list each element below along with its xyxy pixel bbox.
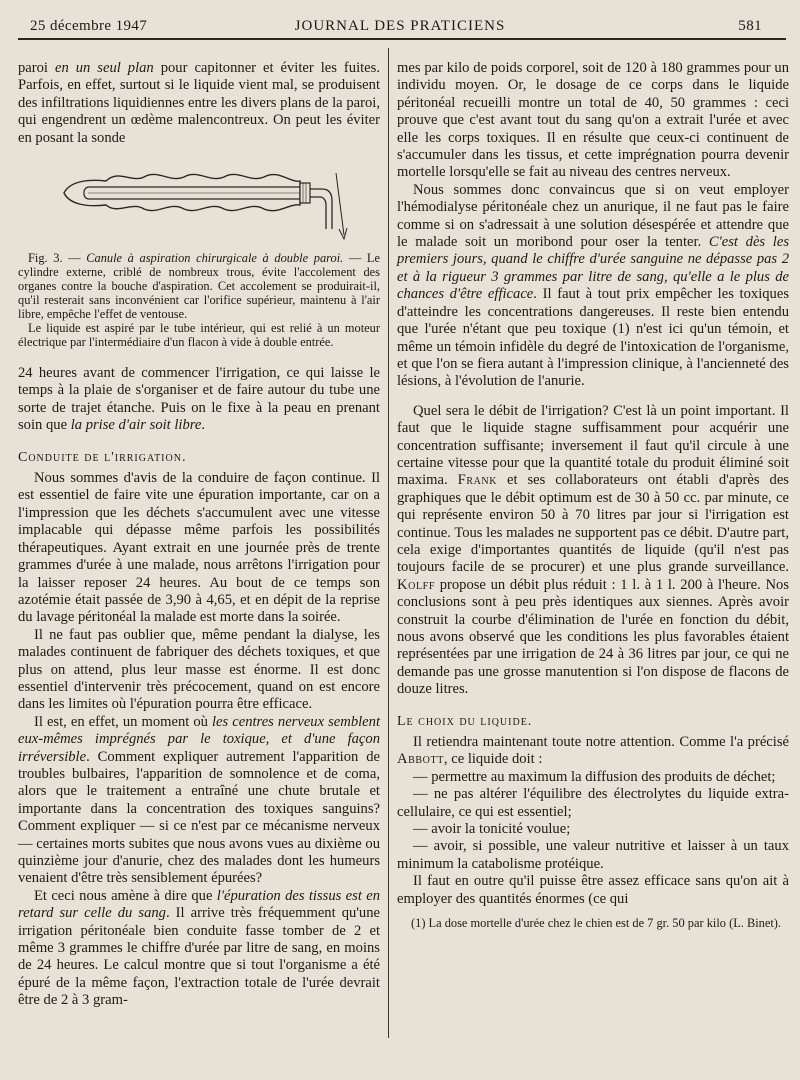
list-item: — ne pas altérer l'équilibre des électrolytes du liquide extra-cellulaire, ce qui est essentiel; [397, 786, 789, 820]
journal-title: JOURNAL DES PRATICIENS [294, 18, 506, 34]
list-item: — avoir, si possible, une valeur nutritive et laisser à un taux minimum la catabolisme protéique. [397, 838, 789, 872]
right-column [397, 60, 789, 930]
paragraph: Il faut en outre qu'il puisse être assez efficace sans qu'on ait à employer des quantités énormes (ce qui [397, 873, 789, 907]
section-heading: Conduite de l'irrigation. [18, 449, 187, 465]
author-name: Kolff [397, 576, 435, 593]
figure-cannula [18, 153, 380, 243]
paragraph: Nous sommes donc convaincus que si on veut employer l'hémodialyse péritonéale chez un anurique, il ne faut pas le faire comme si on s'adressait à une solution désespérée et attendre que le malade soit un moribond pour oser la tenter. C'est dès les premiers jours, quand le chiffre d'urée sanguine ne dépasse pas 2 et à la rigueur 3 grammes par litre de sang, qu'elle a le plus de chances d'être efficace. Il faut à tout prix empêcher les toxiques d'atteindre les concentrations dangereuses. Il reste bien entendu que l'urée n'étant que peu toxique (1) n'est ici qu'un témoin, et même un témoin infidèle du degré de l'intoxication de l'organisme, et que l'on se fiera autant à l'impression clinique, à l'ancienneté des lésions, à l'évolution de l'anurie. [397, 181, 790, 390]
cannula-illustration [18, 153, 380, 243]
paragraph: 24 heures avant de commencer l'irrigation, ce qui laisse le temps à la plaie de s'organiser et de faire autour du tube une sorte de trajet étanche. Puis on le fixe à la peau en prenant soin que la prise d'air soit libre. [18, 365, 380, 434]
issue-date: 25 décembre 1947 [30, 18, 148, 34]
caption-label: Fig. 3. — [28, 251, 81, 266]
section-heading: Le choix du liquide. [397, 713, 533, 729]
page-header [22, 14, 778, 40]
caption-title: Canule à aspiration chirurgicale à double paroi. [86, 251, 344, 266]
list-item: — avoir la tonicité voulue; [413, 821, 571, 838]
list-item: — permettre au maximum la diffusion des produits de déchet; [413, 768, 776, 785]
paragraph: Et ceci nous amène à dire que l'épuration des tissus est en retard sur celle du sang. Il arrive très fréquemment qu'une irrigation péritonéale bien conduite fasse tomber de 2 et même 3 grammes le chiffre d'urée par litre de sang, en moins de 24 heures. Le calcul montre que si tout l'organisme a été épuré de la même façon, l'extraction totale de l'urée devrait être de 2 à 3 gram- [18, 887, 381, 1009]
paragraph: mes par kilo de poids corporel, soit de 120 à 180 grammes pour un individu moyen. Or, le dosage de ce corps dans le liquide péritonéal recueilli montre un total de 40, 50 grammes : ceci prouve que c'est avant tout du sang qu'on a extrait l'urée et avec elle les corps toxiques. Il en résulte que ceux-ci continuent de s'accumuler dans les tissus, et cette imprégnation pourra devenir mortelle lorsqu'elle se fait au niveau des centres nerveux. [397, 60, 789, 181]
left-column [18, 60, 380, 1010]
paragraph: Il ne faut pas oublier que, même pendant la dialyse, les malades continuent de fabriquer des déchets toxiques, et que plus on attend, plus leur masse est énorme. Il est donc essentiel d'intervenir très précocement, quand on est encore dans les limites où l'épuration pourra être efficace. [18, 626, 380, 713]
caption-body: — Le cylindre externe, criblé de nombreux trous, évite l'accolement des organes contre la bouche d'aspiration. Cet accolement se produirait-il, qu'il resterait sans inconvénient car l'orifice supérieur, maintenu à l'air libre, empêche l'effet de ventouse. [18, 251, 380, 322]
paragraph: Quel sera le débit de l'irrigation? C'est là un point important. Il faut que le liquide stagne suffisamment pour acquérir une concentration suffisante; inversement il faut qu'il circule à une certaine vitesse pour que la quantité totale du produit éliminé soit maxima. Frank et ses collaborateurs ont établi d'après des graphiques que le débit optimum est de 30 à 50 cc. par minute, ce qui représente environ 50 à 70 litres par jour si l'irrigation est continue. Tous les malades ne supportent pas ce débit. D'autre part, cela exige d'importantes quantités de liquide (qu'il n'est pas toujours facile de se procurer) et une plus grande surveillance. Kolff propose un débit plus réduit : 1 l. à 1 l. 200 à l'heure. Nos conclusions sont à peu près identiques aux siennes. Après avoir construit la courbe d'élimination de l'urée en fonction du débit, nous avons observé que les conditions les plus favorables étaient représentées par une irrigation de 24 à 36 litres par jour, ce qui ne demande pas une grosse manutention si l'on dispose de flacons de douze litres. [397, 402, 789, 698]
header-rule [18, 38, 786, 40]
paragraph: Nous sommes d'avis de la conduire de façon continue. Il est essentiel de faire vite une épuration importante, car on a l'impression que les déchets s'accumulent avec une vitesse implacable qui dépasse même parfois les possibilités thérapeutiques. Ayant extrait en une journée près de trente grammes d'urée à une malade, nous arrêtons l'irrigation pour la laisser reposer 24 heures. Au bout de ce temps son azotémie était passée de 3,90 à 4,65, et en dépit de la reprise du lavage péritonéal la malade est morte dans la soirée. [18, 470, 380, 626]
caption-paragraph: Le liquide est aspiré par le tube intérieur, qui est relié à un moteur électrique par l'intermédiaire d'un flacon à vide à double entrée. [18, 321, 380, 350]
column-divider [388, 48, 389, 1038]
paragraph: paroi en un seul plan pour capitonner et éviter les fuites. Parfois, en effet, surtout si le liquide vient mal, se produisent des infiltrations liquidiennes entre les divers plans de la paroi, qui engendrent un œdème malencontreux. On peut les éviter en posant la sonde [18, 60, 380, 146]
paragraph: Il est, en effet, un moment où les centres nerveux semblent eux-mêmes imprégnés par le toxique, et d'une façon irréversible. Comment expliquer autrement l'apparition de troubles bulbaires, l'apparition de somnolence et de coma, alors que le traitement a entraîné une chute brutale et importante dans la concentration des toxiques sanguins? Comment expliquer — si ce n'est par ce mécanisme nerveux — certaines morts subites que nous avons vues au dixième ou quinzième jour d'anurie, chez des malades dont les humeurs venaient d'être très sensiblement épurées? [18, 713, 381, 887]
figure-caption [18, 251, 380, 349]
author-name: Abbott [397, 751, 444, 768]
author-name: Frank [457, 472, 498, 489]
footnote: (1) La dose mortelle d'urée chez le chien est de 7 gr. 50 par kilo (L. Binet). [411, 916, 782, 931]
page-number: 581 [738, 18, 762, 34]
paragraph: Il retiendra maintenant toute notre attention. Comme l'a précisé Abbott, ce liquide doit : [397, 734, 789, 768]
